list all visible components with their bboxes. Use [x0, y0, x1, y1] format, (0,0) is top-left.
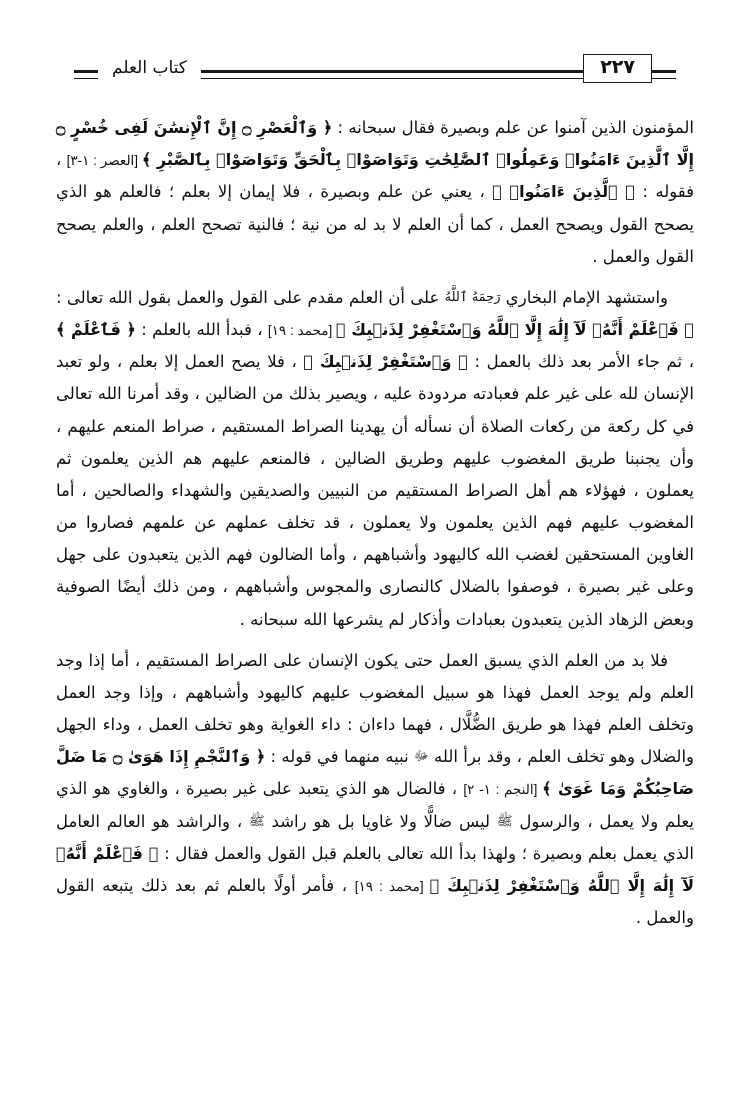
quran-verse: ﴿ فَٱعْلَمْ أَنَّهُۥ لَآ إِلَٰهَ إِلَّا ٱللَّهُ وَٱسْتَغْفِرْ لِذَنۢبِكَ ﴾	[336, 320, 695, 340]
body-text: ، والراشد هو العالم العامل الذي يعمل بعلم وبصيرة ؛ ولهذا بدأ الله تعالى بالعلم قبل القول والعمل فقال :	[56, 811, 695, 863]
verse-reference: [العصر : ١-٣]	[66, 153, 142, 169]
honorific-glyph: ﷻ	[414, 749, 429, 765]
body-text: ، فبدأ الله بالعلم :	[135, 320, 268, 340]
quran-verse: ﴿ فَٱعْلَمْ أَنَّهُۥ لَآ إِلَٰهَ إِلَّا ٱللَّهُ وَٱسْتَغْفِرْ لِذَنۢبِكَ ﴾	[56, 843, 694, 895]
verse-reference: [محمد : ١٩]	[267, 323, 337, 339]
body-text: نبيه منهما في قوله :	[265, 747, 414, 767]
quran-verse: ﴿ ٱلَّذِينَ ءَامَنُوا۟ ﴾	[492, 182, 636, 202]
paragraph	[56, 645, 694, 935]
body-text: ، يعني عن علم وبصيرة ، فلا إيمان إلا بعلم ؛ فالعلم هو الذي يصحح القول ويصحح العمل ، كما أن العلم لا بد له من نية ؛ فالنية تصحح العلم ، والعلم يصحح القول والعمل .	[56, 182, 694, 266]
body-text: ، ثم جاء الأمر بعد ذلك بالعمل :	[467, 352, 694, 372]
verse-reference: [النجم : ١- ٢]	[463, 782, 543, 798]
quran-verse: ﴿ فَٱعْلَمْ ﴾	[56, 320, 136, 340]
body-text: ، فأمر أولًا بالعلم ثم بعد ذلك يتبعه القول والعمل .	[56, 875, 694, 928]
page-content	[56, 112, 694, 934]
paragraph	[56, 282, 694, 636]
quran-verse: ﴿ وَٱلْعَصْرِ ۝ إِنَّ ٱلْإِنسَٰنَ لَفِى خُسْرٍ ۝ إِلَّا ٱلَّذِينَ ءَامَنُوا۟ وَعَمِلُوا۟ ٱلصَّٰلِحَٰتِ وَتَوَاصَوْا۟ بِٱلْحَقِّ وَتَوَاصَوْا۟ بِٱلصَّبْرِ ﴾	[56, 118, 694, 170]
quran-verse: ﴿ وَٱسْتَغْفِرْ لِذَنۢبِكَ ﴾	[303, 352, 468, 372]
paragraph	[56, 112, 694, 273]
body-text: واستشهد الإمام البخاري	[500, 287, 668, 307]
verse-reference: [محمد : ١٩]	[354, 878, 430, 894]
honorific-glyph: رَحِمَهُ ٱللَّهُ	[444, 289, 501, 305]
body-text: ، فلا يصح العمل إلا بعلم ، ولو تعبد الإنسان لله على غير علم فعبادته مردودة عليه ، ويصير بذلك من الضالين ، وقد أمرنا الله تعالى في كل ركعة من ركعات الصلاة أن نسأله أن يهدينا الصراط المستقيم ، صراط المنعم عليهم ، وأن يجنبنا طريق المغضوب عليهم وطريق الضالين ، فالمنعم عليهم هم الذين يعلمون ثم يعملون ، فهؤلاء هم أهل الصراط المستقيم من النبيين والصديقين والشهداء والصالحين ، أما المغضوب عليهم فهم الذين يعلمون ولا يعملون ، قد تخلف عملهم عن علمهم فصاروا من الغاوين المستحقين لغضب الله كاليهود وأشباههم ، وأما الضالون فهم الذين يتعبدون على جهل وعلى غير بصيرة ، فوصفوا بالضلال كالنصارى والمجوس وأشباههم ، ومن ذلك أيضًا الصوفية وبعض الزهاد الذين يتعبدون بعبادات وأذكار لم يشرعها الله سبحانه .	[56, 352, 694, 629]
book-title: كتاب العلم	[98, 56, 201, 82]
body-text: على أن العلم مقدم على القول والعمل بقول الله تعالى :	[56, 287, 445, 307]
body-text: ليس ضالًّا ولا غاويا بل هو راشد	[264, 811, 497, 831]
body-text: فلا بد من العلم الذي يسبق العمل حتى يكون الإنسان على الصراط المستقيم ، أما إذا وجد العلم ولم يوجد العمل فهذا هو سبيل المغضوب عليهم كاليهود وأشباههم ، وإذا وجد العمل وتخلف العلم فهذا هو طريق الضُّلَّال ، فهما داءان : داء الغواية وهو تخلف العمل ، وداء الجهل والضلال وهو تخلف العلم ، وقد برأ الله	[56, 650, 695, 767]
body-text: المؤمنون الذين آمنوا عن علم وبصيرة فقال سبحانه :	[332, 118, 695, 137]
honorific-glyph: ﷺ	[496, 813, 513, 829]
body-text: ، فقوله :	[56, 150, 694, 202]
quran-verse: ﴿ وَٱلنَّجْمِ إِذَا هَوَىٰ ۝ مَا ضَلَّ صَاحِبُكُمْ وَمَا غَوَىٰ ﴾	[56, 747, 694, 799]
honorific-glyph: ﷺ	[249, 813, 265, 829]
page-header	[56, 44, 694, 96]
body-text: ، فالضال هو الذي يتعبد على غير بصيرة ، والغاوي هو الذي يعلم ولا يعمل ، والرسول	[56, 779, 694, 831]
page-number: ٢٢٧	[583, 54, 652, 83]
